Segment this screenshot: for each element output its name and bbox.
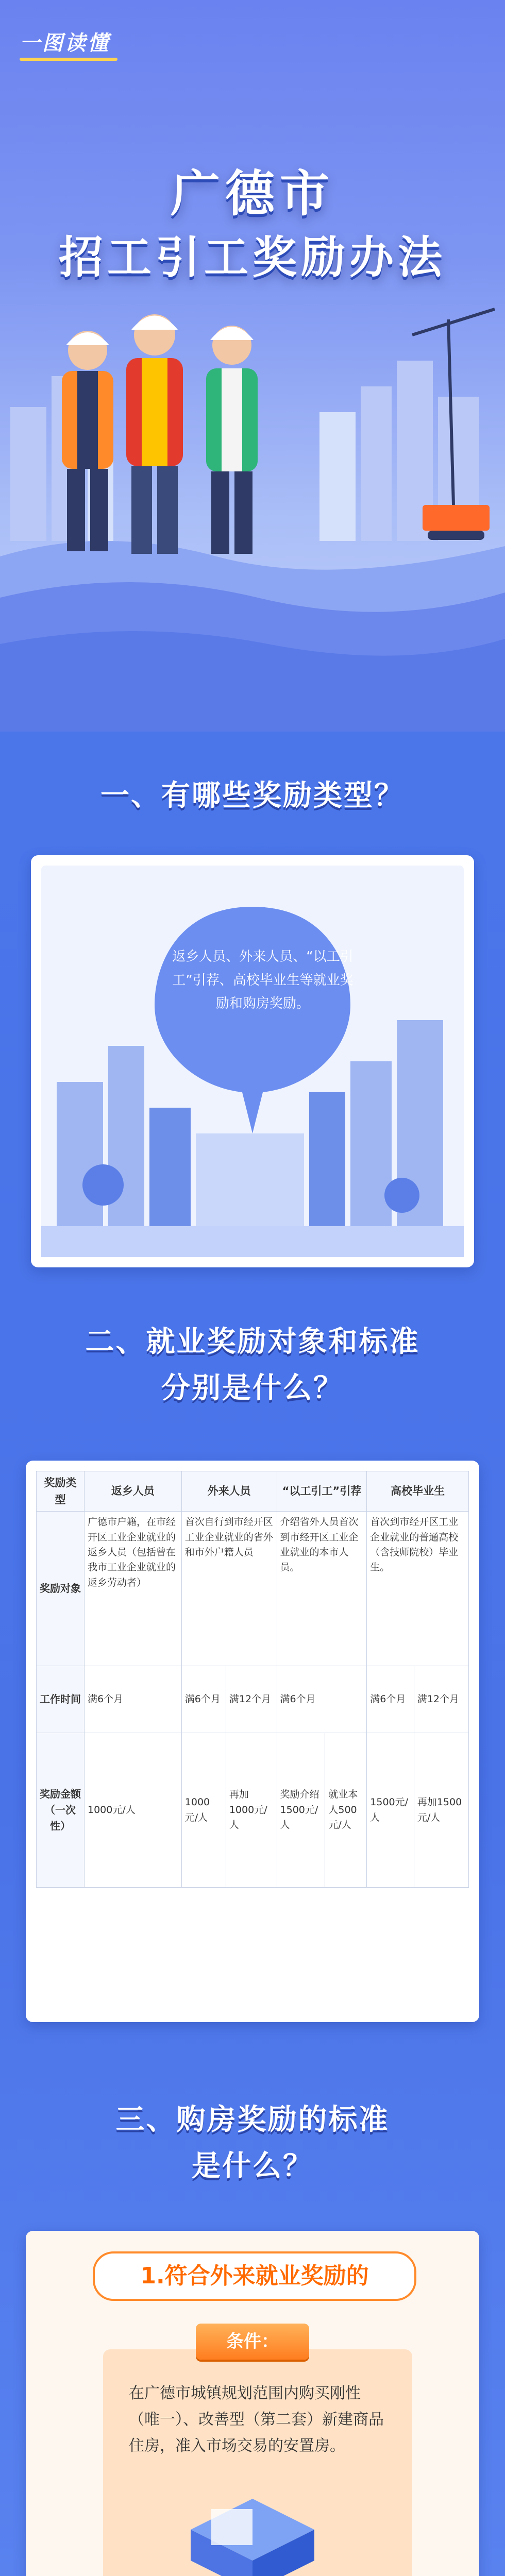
section2-title-line2: 分别是什么？ [161, 1371, 344, 1405]
row-label: 工作时间 [37, 1666, 85, 1733]
table-header: 高校毕业生 [367, 1471, 469, 1512]
section1-bubble-text: 返乡人员、外来人员、“以工引工”引荐、高校毕业生等就业奖励和购房奖励。 [172, 949, 354, 1011]
section2-title-line1: 二、就业奖励对象和标准 [85, 1325, 420, 1359]
part1-pill: 1.符合外来就业奖励的 [93, 2251, 416, 2301]
section3-title-line2: 是什么？ [192, 2149, 313, 2183]
hero-title-main: 招工引工奖励办法 [59, 232, 446, 283]
apartment-building-icon [170, 2488, 335, 2576]
table-cell: 1000元/人 [181, 1733, 226, 1888]
hero-banner [0, 0, 505, 732]
section1-card [31, 855, 474, 1267]
part1-condition-text: 在广德市城镇规划范围内购买刚性（唯一）、改善型（第二套）新建商品住房，准入市场交易的安置房。 [129, 2384, 384, 2455]
table-cell: 介绍省外人员首次到市经开区工业企业就业的本市人员。 [277, 1512, 367, 1666]
table-cell: 奖励介绍1500元/人 [277, 1733, 325, 1888]
table-cell: 1000元/人 [85, 1733, 182, 1888]
construction-workers-illustration [0, 289, 505, 732]
row-label: 奖励金额（一次性） [37, 1733, 85, 1888]
table-header: “以工引工”引荐 [277, 1471, 367, 1512]
section3-title-line1: 三、购房奖励的标准 [115, 2103, 390, 2137]
section1-title: 一、有哪些奖励类型？ [100, 779, 405, 812]
table-header: 奖励类型 [37, 1471, 85, 1512]
table-cell: 广德市户籍，在市经开区工业企业就业的返乡人员（包括曾在我市工业企业就业的返乡劳动者） [85, 1512, 182, 1666]
table-cell: 再加1000元/人 [226, 1733, 277, 1888]
reward-table [36, 1471, 469, 1888]
city-skyline-illustration [41, 866, 464, 1257]
table-cell: 1500元/人 [367, 1733, 414, 1888]
table-cell: 满6个月 [181, 1666, 226, 1733]
table-header-row [37, 1471, 469, 1512]
hero-tag-underline [20, 58, 117, 61]
table-row [37, 1666, 469, 1733]
table-cell: 首次自行到市经开区工业企业就业的省外和市外户籍人员 [181, 1512, 277, 1666]
hero-tag: 一图读懂 [20, 31, 110, 55]
part1-condition-tag: 条件： [196, 2324, 309, 2360]
row-label: 奖励对象 [37, 1512, 85, 1666]
table-header: 返乡人员 [85, 1471, 182, 1512]
table-cell: 就业本人500元/人 [325, 1733, 367, 1888]
table-cell: 首次到市经开区工业企业就业的普通高校（含技师院校）毕业生。 [367, 1512, 469, 1666]
table-cell: 再加1500元/人 [414, 1733, 468, 1888]
table-cell: 满12个月 [414, 1666, 468, 1733]
table-cell: 满6个月 [277, 1666, 367, 1733]
table-row [37, 1512, 469, 1666]
table-cell: 满6个月 [85, 1666, 182, 1733]
table-row [37, 1733, 469, 1888]
table-cell: 满6个月 [367, 1666, 414, 1733]
table-cell: 满12个月 [226, 1666, 277, 1733]
hero-title-city: 广德市 [171, 165, 334, 223]
table-header: 外来人员 [181, 1471, 277, 1512]
